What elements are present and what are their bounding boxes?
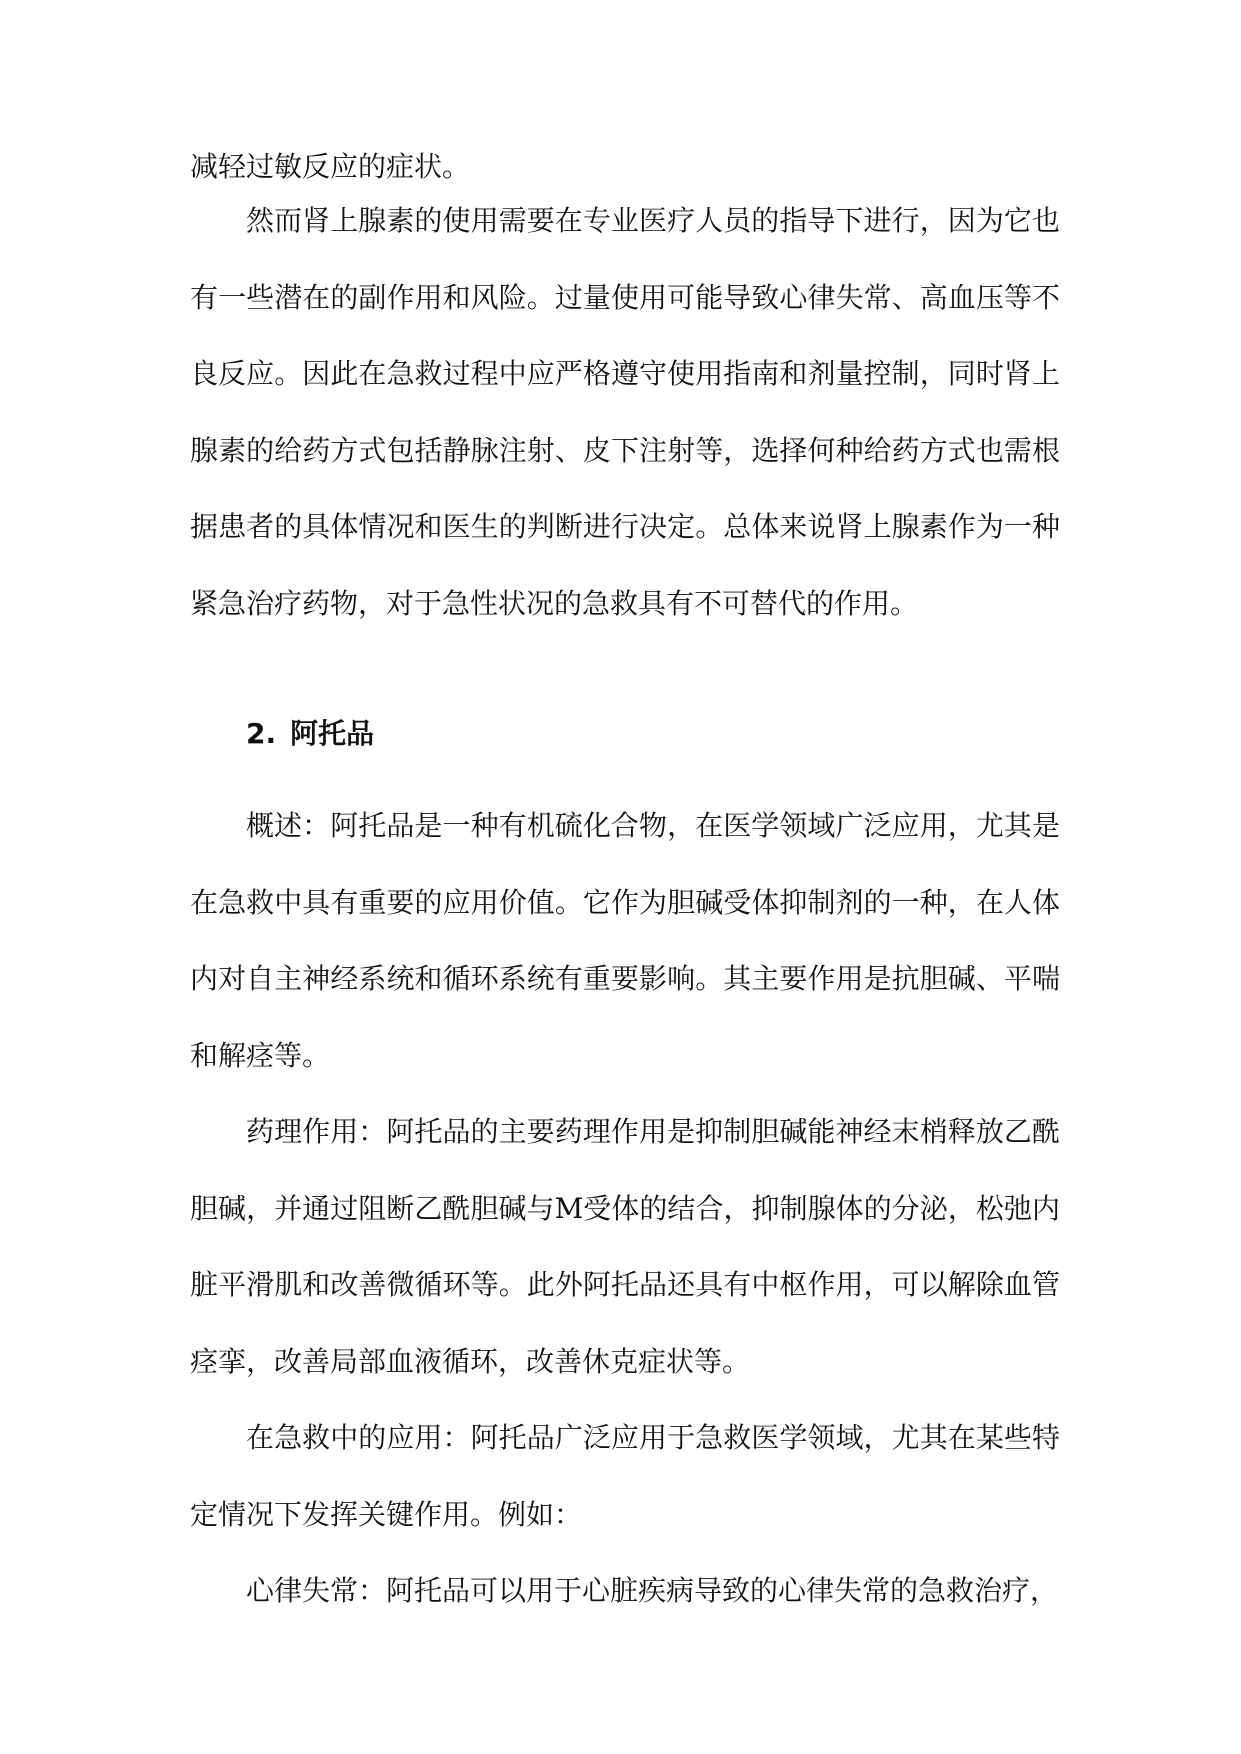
paragraph-atropine-emergency-use: 在急救中的应用：阿托品广泛应用于急救医学领域，尤其在某些特定情况下发挥关键作用。例如： [190,1421,1060,1531]
paragraph-arrhythmia: 心律失常：阿托品可以用于心脏疾病导致的心律失常的急救治疗， [246,1574,1059,1607]
paragraph-epinephrine-caution: 然而肾上腺素的使用需要在专业医疗人员的指导下进行，因为它也有一些潜在的副作用和风险。过量使用可能导致心律失常、高血压等不良反应。因此在急救过程中应严格遵守使用指南和剂量控制，同时肾上腺素的给药方式包括静脉注射、皮下注射等，选择何种给药方式也需根据患者的具体情况和医生的判断进行决定。总体来说肾上腺素作为一种紧急治疗药物，对于急性状况的急救具有不可替代的作用。 [190,204,1060,620]
paragraph-atropine-overview: 概述：阿托品是一种有机硫化合物，在医学领域广泛应用，尤其是在急救中具有重要的应用价值。它作为胆碱受体抑制剂的一种，在人体内对自主神经系统和循环系统有重要影响。其主要作用是抗胆碱、平喘和解痉等。 [190,809,1060,1072]
paragraph-continuation: 减轻过敏反应的症状。 [190,150,471,183]
section-heading [246,707,374,761]
section-title: 阿托品 [290,717,375,750]
section-number: 2. [246,717,277,750]
paragraph-atropine-pharmacology: 药理作用：阿托品的主要药理作用是抑制胆碱能神经末梢释放乙酰胆碱，并通过阻断乙酰胆碱与M受体的结合，抑制腺体的分泌，松弛内脏平滑肌和改善微循环等。此外阿托品还具有中枢作用，可以解除血管痉挛，改善局部血液循环，改善休克症状等。 [190,1115,1060,1378]
